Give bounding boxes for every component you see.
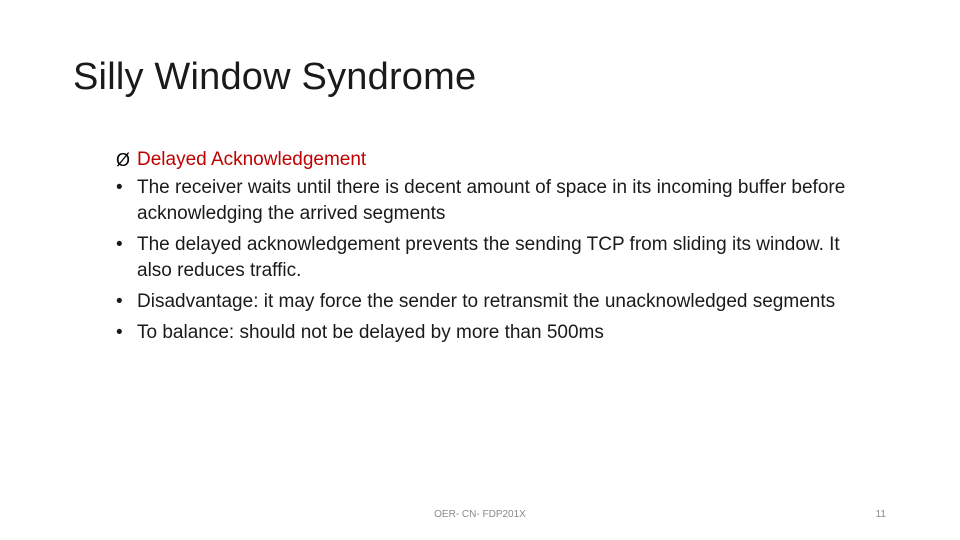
section-heading-text: Delayed Acknowledgement xyxy=(137,149,367,170)
bullet-item xyxy=(116,289,876,315)
arrow-bullet-icon: Ø xyxy=(116,150,131,170)
bullet-list xyxy=(116,175,876,346)
bullet-item xyxy=(116,175,876,227)
bullet-text: Disadvantage: it may force the sender to retransmit the unacknowledged segments xyxy=(137,291,836,312)
bullet-dot-icon: • xyxy=(116,177,123,198)
section-heading xyxy=(116,147,876,175)
bullet-text: The delayed acknowledgement prevents the sending TCP from sliding its window. It also reduces traffic. xyxy=(137,234,840,281)
bullet-text: The receiver waits until there is decent amount of space in its incoming buffer before acknowledging the arrived segments xyxy=(137,177,846,224)
bullet-dot-icon: • xyxy=(116,234,123,255)
bullet-dot-icon: • xyxy=(116,291,123,312)
slide-footer: OER- CN- FDP201X xyxy=(434,509,526,520)
bullet-dot-icon: • xyxy=(116,322,123,343)
page-number: 11 xyxy=(875,509,886,520)
slide-body xyxy=(116,147,876,351)
slide-title: Silly Window Syndrome xyxy=(73,56,477,98)
bullet-item xyxy=(116,320,876,346)
bullet-item xyxy=(116,232,876,284)
bullet-text: To balance: should not be delayed by more than 500ms xyxy=(137,322,604,343)
